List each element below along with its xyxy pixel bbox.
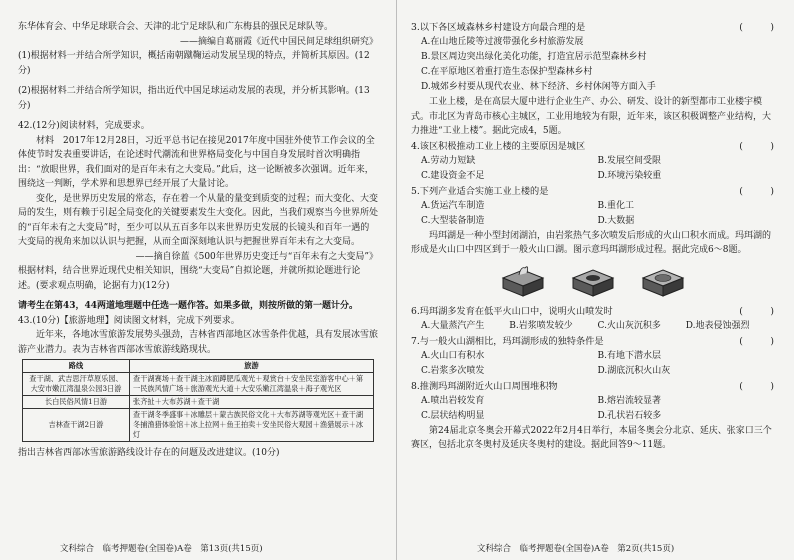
option: D.孔状岩石较多 bbox=[597, 410, 662, 421]
option: C.大型装备制造 bbox=[421, 215, 485, 226]
material-winter-olympics: 第24届北京冬奥会开幕式2022年2月4日举行，本届冬奥会分北京、延庆、张家口三个赛区，包括北京冬奥村及延庆冬奥村的建设。据此回答9～11题。 bbox=[411, 425, 772, 450]
option: A.喷出岩较发育 bbox=[421, 395, 485, 406]
question-42-requirement: 根据材料，结合世界近现代史相关知识，围绕“大变局”自拟论题，并就所拟论题进行论述。(要求观点明确，论据有力)(12分) bbox=[18, 266, 361, 291]
question-3-options bbox=[411, 35, 774, 95]
answer-bracket: ( ) bbox=[739, 380, 774, 392]
answer-bracket: ( ) bbox=[739, 140, 774, 152]
question-stem: 5.下列产业适合实施工业上楼的是 bbox=[411, 185, 549, 197]
question-5 bbox=[411, 184, 774, 199]
option: D.环境污染较重 bbox=[597, 170, 662, 181]
answer-bracket: ( ) bbox=[739, 335, 774, 347]
question-stem: 7.与一般火山湖相比，玛珥湖形成的独特条件是 bbox=[411, 335, 604, 347]
option: A.火山口有积水 bbox=[421, 350, 485, 361]
page-footer: 文科综合 临考押题卷(全国卷)A卷 第13页(共15页) bbox=[60, 544, 263, 554]
question-5-options bbox=[411, 199, 774, 229]
question-stem: 8.推测玛珥湖附近火山口周围堆积物 bbox=[411, 380, 558, 392]
question-7-options bbox=[411, 349, 774, 379]
question-42-material-2: 变化，是世界历史发展的常态，存在着一个从量的量变到质变的过程；而大变化、大变局的发生，则有赖于引起全局变化的关键要素发生大变化。因此，当我们观察当今世界所处的“百年未有之大变局”时，至少可以从五百多年以来世界历史发展的长镜头和百年一遇的大变局的视角来加以认识与把握，从而全面深刻地认识与把握世界百年未有之大变局。 bbox=[18, 193, 379, 247]
table-row bbox=[23, 373, 374, 396]
option: B.重化工 bbox=[597, 200, 634, 211]
option: A.货运汽车制造 bbox=[421, 200, 485, 211]
choose-note: 请考生在第43，44两道地理题中任选一题作答。如果多做，则按所做的第一题计分。 bbox=[18, 301, 359, 311]
option: D.湖底沉积火山灰 bbox=[597, 365, 671, 376]
question-6 bbox=[411, 304, 774, 319]
question-stem: 3.以下各区域森林乡村建设方向最合理的是 bbox=[411, 22, 586, 33]
option: C.在平原地区着重打造生态保护型森林乡村 bbox=[421, 67, 593, 77]
question-42-material: 材料 2017年12月28日，习近平总书记在接见2017年度中国驻外使节工作会议的全体使节时发表重要讲话，在论述时代潮流和世界格局变化与中国自身发展时首次明确指出：“放眼世界，我们面对的是百年未有之大变局。”此后，这一论断被多次强调。近年来，围绕这一判断，学术界和思想界已经开展了大量讨论。 bbox=[18, 135, 375, 189]
question-4-options bbox=[411, 154, 774, 184]
maar-stage-3-diagram bbox=[639, 264, 687, 298]
question-41-2: (2)根据材料二并结合所学知识，指出近代中国足球运动发展的表现，并分析其影响。(13分) bbox=[18, 86, 370, 111]
option: D.城郊乡村要从现代农业、林下经济、乡村休闲等方面入手 bbox=[421, 82, 656, 92]
question-41-1: (1)根据材料一并结合所学知识，概括南朝蹴鞠运动发展呈现的特点，并简析其原因。(12分) bbox=[18, 51, 370, 76]
table-cell: 吉林查干湖2日游 bbox=[23, 409, 130, 442]
page-footer: 文科综合 临考押题卷(全国卷)A卷 第2页(共15页) bbox=[477, 544, 675, 554]
option: B.有地下潜水层 bbox=[597, 350, 661, 361]
option: C.岩浆多次喷发 bbox=[421, 365, 485, 376]
table-header: 旅游 bbox=[130, 360, 374, 373]
table-row bbox=[23, 409, 374, 442]
option: A.大量蒸汽产生 bbox=[421, 320, 485, 331]
paragraph-continuation: 东华体育会、中华足球联合会、天津的北宁足球队和广东梅县的强民足球队等。 bbox=[18, 22, 334, 32]
question-8 bbox=[411, 379, 774, 394]
material-maar-lake: 玛珥湖是一种小型封闭湖泊，由岩浆热气多次喷发后形成的火山口积水而成。玛珥湖的形成是火山口中四区到于一般火山口湖。图示意玛珥湖形成过程。据此完成6～8题。 bbox=[411, 230, 772, 255]
material-industry: 工业上楼，是在高层大厦中进行企业生产、办公、研发、设计的新型都市工业楼宇模式。市北区为青岛市核心主城区，工业用地较为有限，近年来，该区积极调整产业结构，大力推进“工业上楼”。据此完成4，5题。 bbox=[411, 97, 772, 136]
question-42-title: 42.(12分)阅读材料，完成要求。 bbox=[18, 121, 150, 131]
question-42-source: ——摘自徐蓝《500年世界历史变迁与“百年未有之大变局”》 bbox=[135, 251, 378, 262]
option: B.景区周边突出绿化美化功能，打造宜居示范型森林乡村 bbox=[421, 52, 647, 62]
option: B.熔岩流较显著 bbox=[597, 395, 661, 406]
source-citation: ——摘编自葛丽霞《近代中国民间足球组织研究》 bbox=[179, 36, 378, 47]
maar-stage-1-diagram bbox=[499, 264, 547, 298]
tour-route-table bbox=[22, 359, 374, 442]
question-3 bbox=[411, 20, 774, 35]
answer-bracket: ( ) bbox=[739, 185, 774, 197]
answer-bracket: ( ) bbox=[739, 22, 774, 33]
table-cell: 查干湖冬季盛事＋冰雕层＋蒙古族民俗文化＋大布苏湖等观光区＋查干湖冬捕渔猎体验馆＋冰上拉网＋鱼王拍卖＋安坐民俗大观园＋渔猎展示＋冰灯 bbox=[130, 409, 374, 442]
question-7 bbox=[411, 334, 774, 349]
right-page bbox=[397, 0, 794, 560]
question-43-title: 43.(10分)【旅游地理】阅读图文材料，完成下列要求。 bbox=[18, 315, 240, 326]
question-43-text: 近年来，各地冰雪旅游发展势头强劲，吉林省西部地区冰雪条件优越，具有发展冰雪旅游产业潜力。表为吉林省西部冰雪旅游线路现状。 bbox=[18, 330, 379, 355]
question-43-requirement: 指出吉林省西部冰雪旅游路线设计存在的问题及改进建议。(10分) bbox=[18, 448, 280, 458]
question-8-options bbox=[411, 394, 774, 424]
maar-stage-2-diagram bbox=[569, 264, 617, 298]
table-cell: 查干湖、武吉思汗草原乐园、大安市嫩江湾温泉公园3日游 bbox=[23, 373, 130, 396]
question-stem: 6.玛珥湖多发育在低平火山口中，说明火山喷发时 bbox=[411, 305, 613, 317]
question-6-options bbox=[411, 319, 774, 334]
option: B.发展空间受限 bbox=[597, 155, 661, 166]
table-cell: 长白民俗风情1日游 bbox=[23, 396, 130, 409]
maar-lake-diagrams bbox=[411, 264, 774, 298]
question-4 bbox=[411, 139, 774, 154]
answer-bracket: ( ) bbox=[739, 305, 774, 317]
table-row bbox=[23, 396, 374, 409]
option: C.火山灰沉积多 bbox=[597, 320, 661, 331]
table-cell: 张齐扯＋大布苏湖＋查干湖 bbox=[130, 396, 374, 409]
option: C.建设资金不足 bbox=[421, 170, 485, 181]
table-cell: 查干湖赛场＋查干湖主冰面蹲肥瓜观光＋观赏台＋安坐民室游客中心＋第一民族风情广场＋旅游观光大道＋大安乐嫩江湾温泉＋海子观光区 bbox=[130, 373, 374, 396]
option: A.在山地丘陵等过渡带强化乡村旅游发展 bbox=[421, 37, 584, 47]
option: B.岩浆喷发较少 bbox=[509, 320, 573, 331]
question-stem: 4.该区积极推动工业上楼的主要原因是城区 bbox=[411, 140, 586, 152]
option: D.大数据 bbox=[597, 215, 635, 226]
option: D.地表侵蚀强烈 bbox=[685, 320, 750, 331]
table-header: 路线 bbox=[23, 360, 130, 373]
option: A.劳动力短缺 bbox=[421, 155, 476, 166]
option: C.层状结构明显 bbox=[421, 410, 485, 421]
